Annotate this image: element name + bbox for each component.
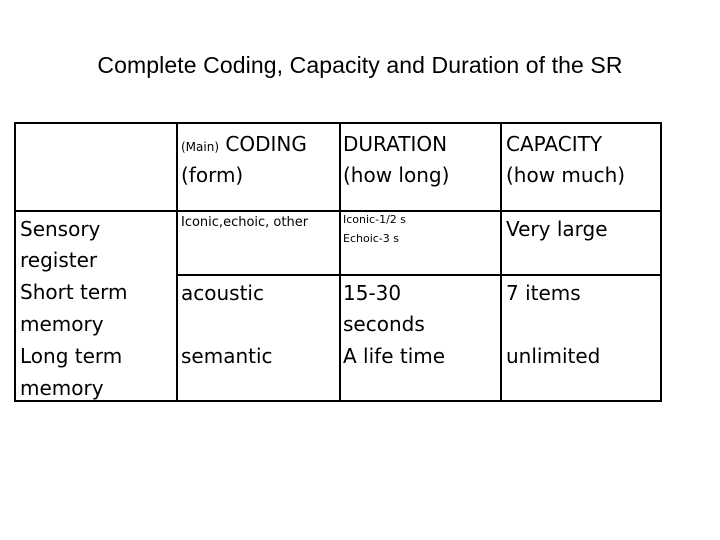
stm-duration: 15-30 [343, 281, 402, 305]
header-duration-sub: (how long) [343, 163, 450, 187]
ltm-capacity: unlimited [506, 344, 601, 368]
header-capacity: CAPACITY [506, 132, 603, 156]
row-divider [16, 210, 660, 212]
header-duration: DURATION [343, 132, 448, 156]
header-coding-label: CODING [225, 132, 307, 156]
header-coding-prefix: (Main) [181, 140, 220, 154]
header-coding-sub: (form) [181, 163, 244, 187]
row-label: memory [20, 376, 104, 400]
row-label: Sensory [20, 217, 101, 241]
stm-coding: acoustic [181, 281, 264, 305]
row-label: Long term [20, 344, 123, 368]
sensory-duration-iconic: Iconic-1/2 s [343, 213, 406, 226]
ltm-duration: A life time [343, 344, 446, 368]
row-label: Short term [20, 280, 128, 304]
sensory-duration-echoic: Echoic-3 s [343, 232, 399, 245]
sensory-capacity: Very large [506, 217, 608, 241]
column-divider [339, 124, 341, 400]
header-coding [181, 128, 307, 160]
stm-duration-unit: seconds [343, 312, 425, 336]
row-divider [176, 274, 660, 276]
row-label: register [20, 248, 98, 272]
ltm-coding: semantic [181, 344, 273, 368]
column-divider [500, 124, 502, 400]
header-capacity-sub: (how much) [506, 163, 626, 187]
memory-table [14, 122, 662, 402]
sensory-coding: Iconic,echoic, other [181, 215, 309, 230]
slide-title: Complete Coding, Capacity and Duration of the SR [97, 52, 623, 78]
row-label: memory [20, 312, 104, 336]
column-divider [176, 124, 178, 400]
stm-capacity: 7 items [506, 281, 581, 305]
